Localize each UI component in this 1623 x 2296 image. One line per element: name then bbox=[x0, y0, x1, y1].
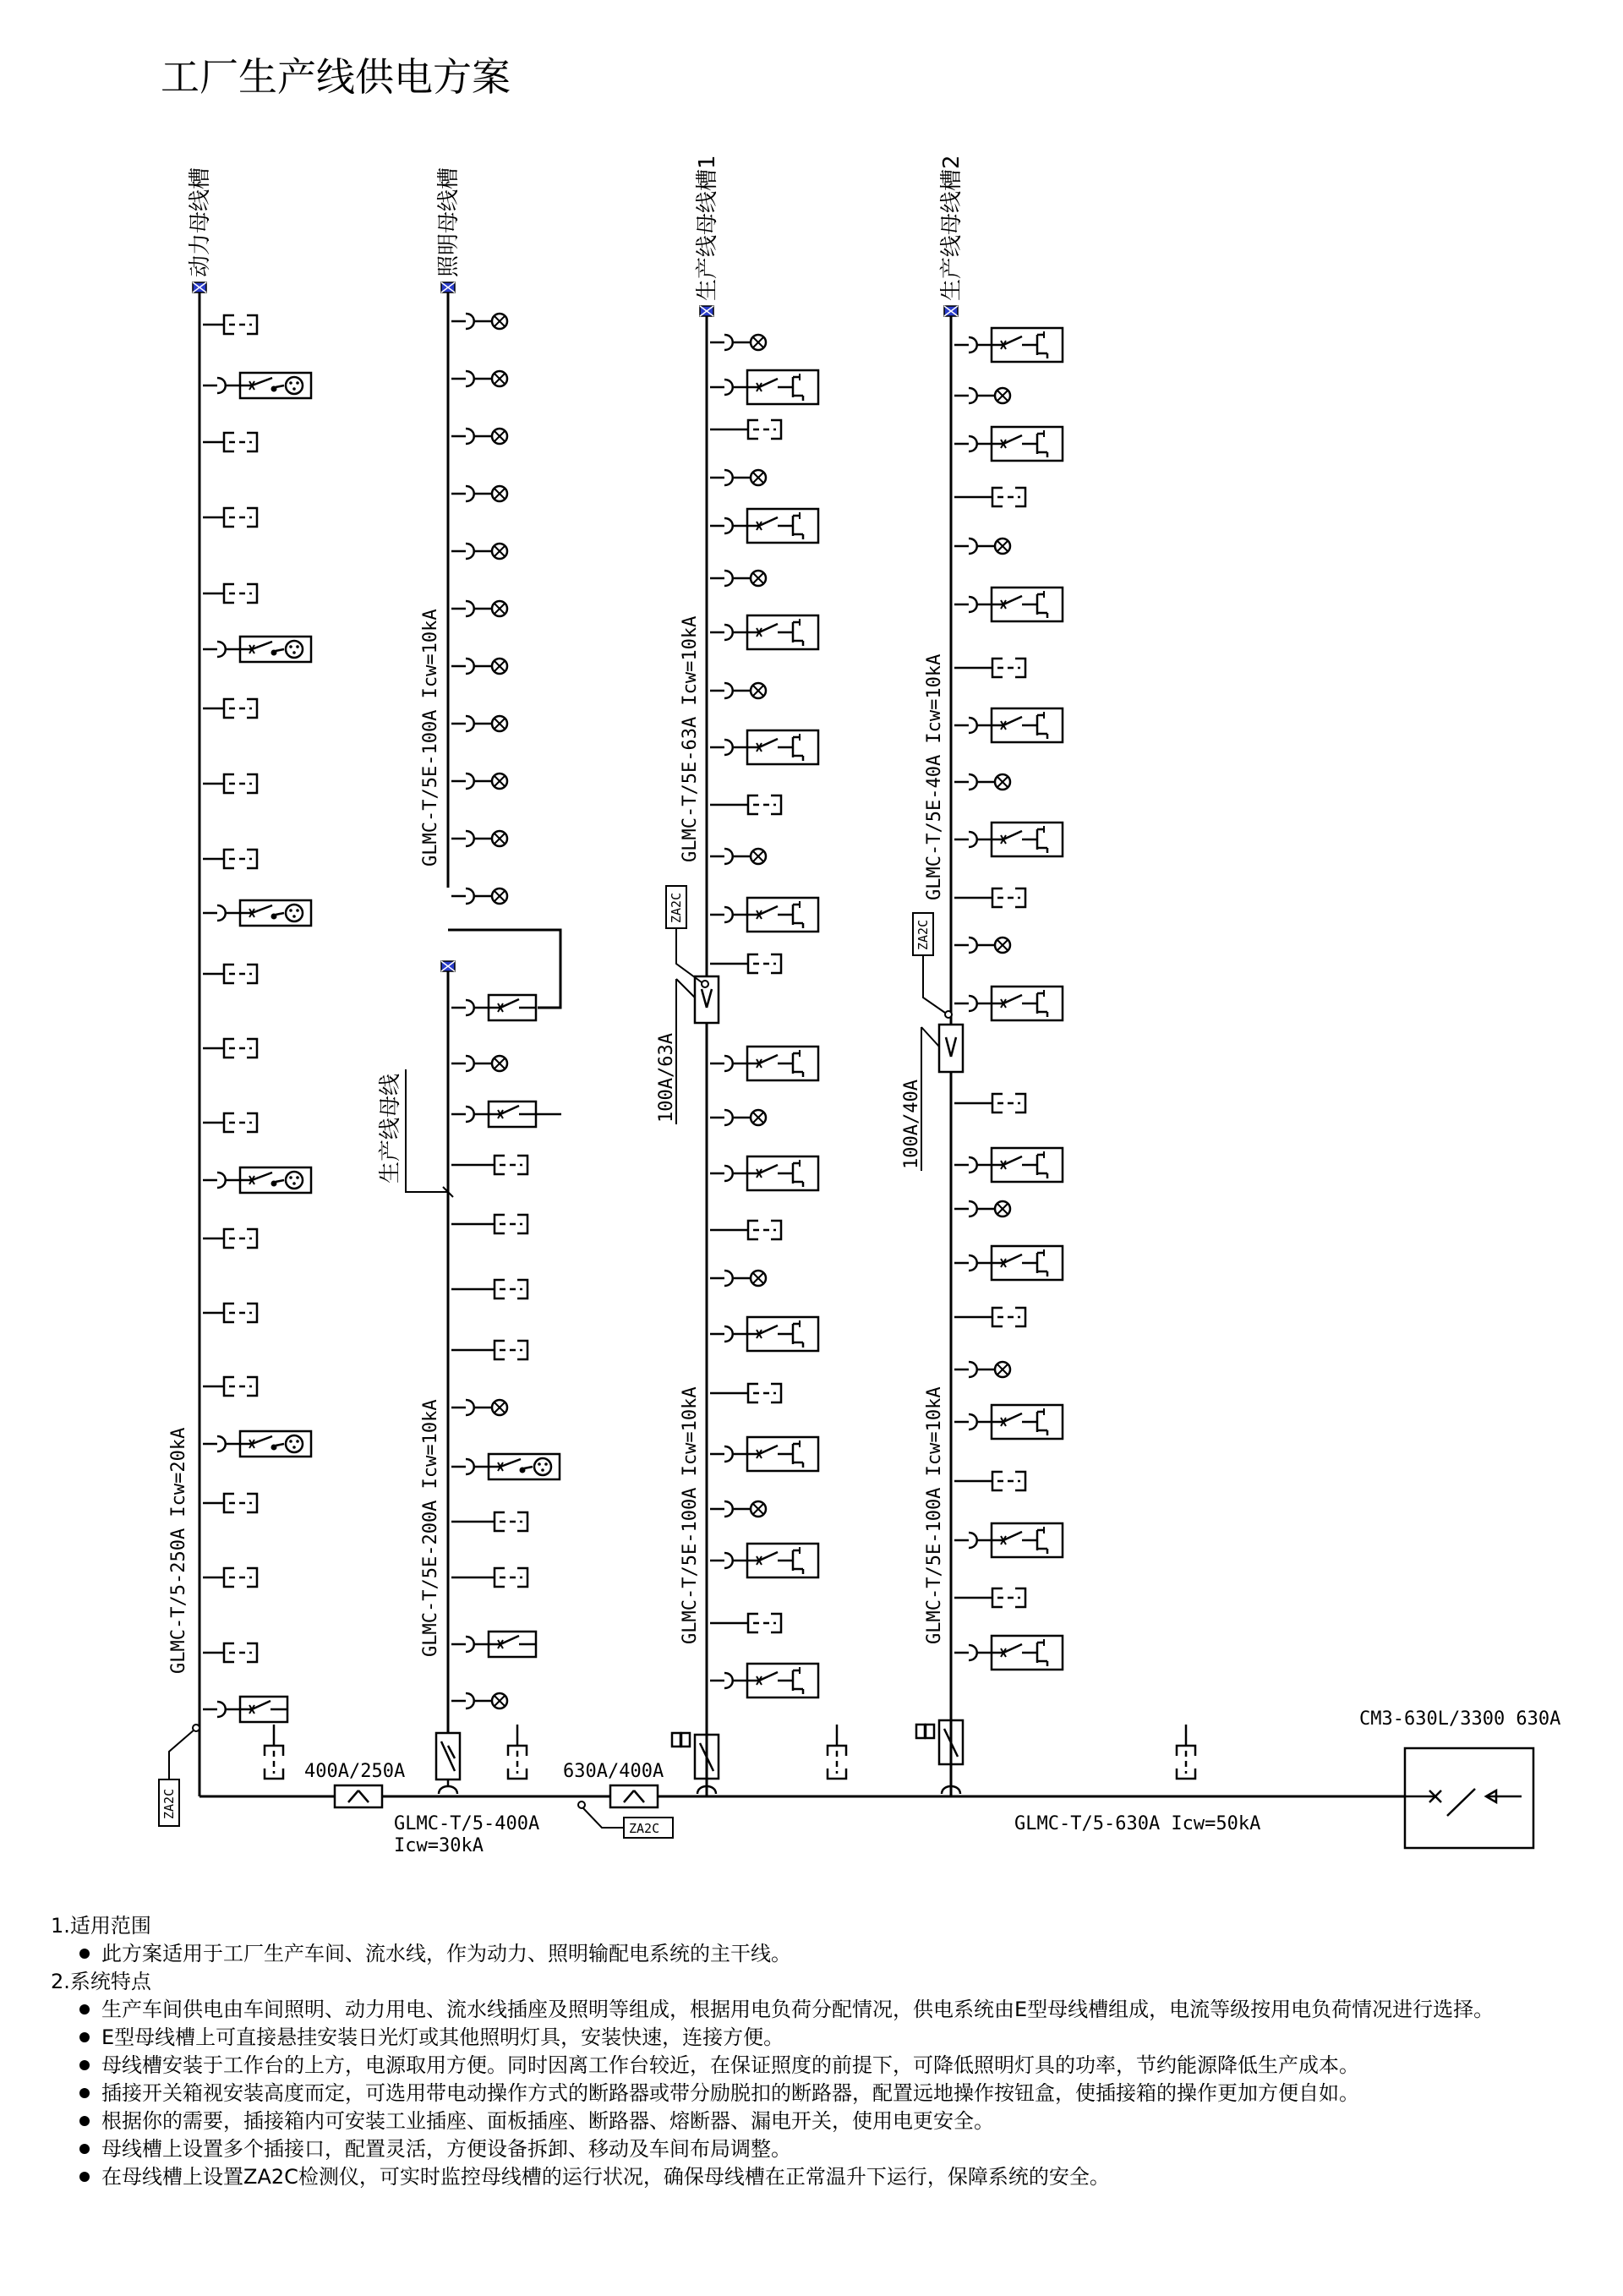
starter-box bbox=[954, 1148, 1063, 1182]
prod1-bus-taps bbox=[710, 335, 818, 1697]
notes-item: E型母线槽上可直接悬挂安装日光灯或其他照明灯具，安装快速，连接方便。 bbox=[51, 2024, 1581, 2052]
svg-text:ZA2C: ZA2C bbox=[669, 892, 684, 923]
starter-box bbox=[954, 1523, 1063, 1557]
lamp-tap bbox=[451, 831, 507, 846]
spare-tap bbox=[203, 1494, 257, 1512]
lamp-tap bbox=[451, 1693, 507, 1708]
starter-box bbox=[710, 730, 818, 764]
lamp-tap bbox=[954, 1201, 1010, 1216]
za2c-monitor-prod1 bbox=[666, 886, 708, 987]
lamp-tap bbox=[710, 1501, 766, 1517]
spare-tap bbox=[203, 1643, 257, 1662]
starter-box bbox=[954, 588, 1063, 621]
lamp-tap bbox=[451, 486, 507, 501]
notes-item: 母线槽安装于工作台的上方，电源取用方便。同时因离工作台较近，在保证照度的前提下，可降低照明灯具的功率，节约能源降低生产成本。 bbox=[51, 2052, 1581, 2080]
spare-tap bbox=[971, 659, 1025, 677]
spec-power-bus: GLMC-T/5-250A Icw=20kA bbox=[168, 1427, 189, 1674]
spare-tap bbox=[203, 315, 257, 334]
notes-heading-scope: 1.适用范围 bbox=[51, 1914, 151, 1938]
lamp-tap bbox=[451, 1056, 507, 1071]
spec-prod1-upper: GLMC-T/5E-63A Icw=10kA bbox=[680, 615, 701, 862]
starter-box bbox=[710, 1317, 818, 1351]
lamp-tap bbox=[954, 774, 1010, 790]
starter-box bbox=[954, 823, 1063, 856]
lamp-tap bbox=[954, 538, 1010, 554]
power-bus-taps bbox=[203, 315, 311, 1722]
za2c-monitor-prod2 bbox=[913, 913, 952, 1018]
spare-tap-vertical bbox=[1177, 1725, 1195, 1779]
za2c-monitor-power bbox=[159, 1725, 199, 1826]
main-reducer-1-label: 400A/250A bbox=[304, 1761, 406, 1782]
lamp-tap bbox=[451, 544, 507, 559]
lamp-tap bbox=[710, 571, 766, 586]
svg-text:生产线母线: 生产线母线 bbox=[378, 1073, 403, 1184]
prod2-bus-taps bbox=[954, 328, 1063, 1670]
lamp-tap bbox=[710, 335, 766, 350]
lamp-tap bbox=[710, 1271, 766, 1286]
socket-box bbox=[203, 900, 311, 926]
bullet-icon bbox=[79, 2172, 90, 2182]
lamp-tap bbox=[710, 849, 766, 864]
spare-tap bbox=[203, 584, 257, 603]
lamp-tap bbox=[954, 1362, 1010, 1377]
bullet-icon bbox=[79, 2116, 90, 2126]
bus-name-light: 照明母线槽 bbox=[436, 167, 462, 277]
spec-prod2-upper: GLMC-T/5E-40A Icw=10kA bbox=[924, 653, 945, 900]
spare-tap bbox=[473, 1512, 527, 1531]
notes-heading-features: 2.系统特点 bbox=[51, 1970, 151, 1993]
prod2-plugin-unit bbox=[916, 1720, 963, 1794]
starter-box bbox=[954, 1636, 1063, 1670]
incomer-model: CM3-630L/3300 630A bbox=[1359, 1708, 1561, 1730]
spare-tap bbox=[203, 433, 257, 451]
spare-tap bbox=[971, 1094, 1025, 1112]
lamp-tap bbox=[451, 774, 507, 789]
starter-box bbox=[954, 708, 1063, 742]
spec-light-upper: GLMC-T/5E-100A Icw=10kA bbox=[420, 609, 441, 866]
starter-box bbox=[710, 509, 818, 543]
notes-item: 母线槽上设置多个插接口，配置灵活，方便设备拆卸、移动及车间布局调整。 bbox=[51, 2135, 1581, 2163]
notes-item: 插接开关箱视安装高度而定，可选用带电动操作方式的断路器或带分励脱扣的断路器，配置远地操作按钮盒，使插接箱的操作更加方便自如。 bbox=[51, 2080, 1581, 2107]
end-cap-light-lower bbox=[441, 961, 455, 971]
spare-tap bbox=[203, 1039, 257, 1058]
socket-box bbox=[203, 637, 311, 662]
bus-name-prod1: 生产线母线槽1 bbox=[695, 155, 720, 301]
spec-prod1-lower: GLMC-T/5E-100A Icw=10kA bbox=[680, 1386, 701, 1644]
lamp-tap bbox=[710, 683, 766, 698]
incomer-breaker bbox=[1405, 1748, 1533, 1848]
spare-tap bbox=[473, 1215, 527, 1233]
socket-box bbox=[203, 1167, 311, 1193]
spare-tap bbox=[727, 954, 781, 973]
spec-light-lower: GLMC-T/5E-200A Icw=10kA bbox=[420, 1399, 441, 1657]
lamp-tap bbox=[451, 888, 507, 904]
breaker-box bbox=[451, 995, 536, 1020]
bullet-icon bbox=[79, 1949, 90, 1959]
spare-tap bbox=[203, 1113, 257, 1132]
spare-tap bbox=[203, 774, 257, 793]
socket-box bbox=[203, 373, 311, 398]
spare-tap bbox=[971, 1308, 1025, 1326]
starter-box bbox=[954, 328, 1063, 362]
starter-box bbox=[710, 370, 818, 404]
end-cap-prod1 bbox=[700, 306, 713, 316]
main-reducer-2-label: 630A/400A bbox=[563, 1761, 664, 1782]
breaker-box bbox=[451, 1632, 536, 1657]
svg-text:ZA2C: ZA2C bbox=[629, 1821, 660, 1836]
spare-tap bbox=[203, 1568, 257, 1587]
starter-box bbox=[710, 615, 818, 649]
bullet-icon bbox=[79, 2088, 90, 2098]
end-cap-prod2 bbox=[944, 306, 958, 316]
svg-text:100A/40A: 100A/40A bbox=[901, 1080, 922, 1169]
main-bus-spec-left-1: GLMC-T/5-400A bbox=[394, 1813, 540, 1834]
spare-tap bbox=[203, 1229, 257, 1248]
bus-name-power: 动力母线槽 bbox=[188, 167, 213, 277]
spare-tap bbox=[473, 1568, 527, 1587]
starter-box bbox=[954, 1246, 1063, 1280]
lamp-tap bbox=[710, 1110, 766, 1125]
lamp-tap bbox=[451, 716, 507, 731]
light-bus-upper-taps bbox=[451, 314, 507, 904]
end-cap-light bbox=[441, 282, 455, 292]
main-bus-spec-right: GLMC-T/5-630A Icw=50kA bbox=[1014, 1813, 1261, 1834]
spec-prod2-lower: GLMC-T/5E-100A Icw=10kA bbox=[924, 1386, 945, 1644]
spare-tap bbox=[203, 1377, 257, 1396]
lamp-tap bbox=[451, 371, 507, 386]
notes-item: 在母线槽上设置ZA2C检测仪，可实时监控母线槽的运行状况，确保母线槽在正常温升下运行，保障系统的安全。 bbox=[51, 2163, 1581, 2191]
prod1-rating bbox=[656, 979, 695, 1124]
lamp-tap bbox=[710, 470, 766, 485]
breaker-box bbox=[203, 1697, 287, 1722]
prod2-reducer bbox=[939, 1025, 963, 1072]
bullet-icon bbox=[79, 2004, 90, 2014]
lamp-tap bbox=[451, 659, 507, 674]
main-reducer-2 bbox=[610, 1785, 658, 1807]
spare-tap bbox=[203, 850, 257, 868]
spare-tap bbox=[727, 420, 781, 439]
lamp-tap bbox=[451, 1400, 507, 1415]
svg-text:100A/63A: 100A/63A bbox=[656, 1033, 677, 1123]
starter-box bbox=[710, 1544, 818, 1577]
spare-tap bbox=[203, 965, 257, 983]
bus-name-prod2: 生产线母线槽2 bbox=[939, 155, 965, 301]
spare-tap bbox=[727, 1221, 781, 1239]
notes-item: 此方案适用于工厂生产车间、流水线，作为动力、照明输配电系统的主干线。 bbox=[51, 1940, 1581, 1968]
starter-box bbox=[954, 1405, 1063, 1439]
starter-box bbox=[710, 1664, 818, 1697]
lamp-tap bbox=[954, 938, 1010, 953]
prod1-plugin-unit bbox=[672, 1733, 719, 1794]
starter-box bbox=[710, 1047, 818, 1080]
bullet-icon bbox=[79, 2060, 90, 2070]
notes-section bbox=[51, 1912, 1581, 2191]
spare-tap-vertical bbox=[265, 1725, 283, 1779]
spare-tap bbox=[473, 1156, 527, 1174]
main-reducer-1 bbox=[335, 1785, 382, 1807]
lamp-tap bbox=[451, 314, 507, 329]
starter-box bbox=[954, 427, 1063, 461]
svg-text:ZA2C: ZA2C bbox=[161, 1788, 177, 1819]
spare-tap bbox=[727, 795, 781, 814]
spare-tap bbox=[203, 508, 257, 527]
light-feeder-label bbox=[378, 1069, 453, 1197]
spare-tap bbox=[203, 699, 257, 718]
bullet-icon bbox=[79, 2144, 90, 2154]
lamp-tap bbox=[451, 601, 507, 616]
end-cap-power bbox=[193, 282, 206, 292]
breaker-box bbox=[451, 1102, 536, 1127]
starter-box bbox=[710, 1437, 818, 1471]
lamp-tap bbox=[954, 388, 1010, 403]
notes-item: 根据你的需要，插接箱内可安装工业插座、面板插座、断路器、熔断器、漏电开关，使用电更安全。 bbox=[51, 2107, 1581, 2135]
starter-box bbox=[954, 987, 1063, 1020]
prod2-rating bbox=[901, 1027, 939, 1171]
socket-box bbox=[203, 1431, 311, 1457]
lamp-tap bbox=[451, 429, 507, 444]
spare-tap bbox=[727, 1614, 781, 1632]
spare-tap bbox=[203, 1304, 257, 1322]
spare-tap bbox=[971, 488, 1025, 506]
spare-tap bbox=[971, 888, 1025, 907]
notes-item: 生产车间供电由车间照明、动力用电、流水线插座及照明等组成，根据用电负荷分配情况，供电系统由E型母线槽组成，电流等级按用电负荷情况进行选择。 bbox=[51, 1996, 1581, 2024]
socket-box bbox=[451, 1454, 560, 1479]
spare-tap bbox=[971, 1472, 1025, 1490]
starter-box bbox=[710, 898, 818, 932]
spare-tap bbox=[727, 1384, 781, 1402]
spare-tap bbox=[971, 1588, 1025, 1607]
spare-tap bbox=[473, 1280, 527, 1298]
page-title: 工厂生产线供电方案 bbox=[161, 54, 511, 100]
svg-text:ZA2C: ZA2C bbox=[915, 919, 931, 950]
spare-tap-vertical bbox=[508, 1725, 527, 1779]
main-bus-spec-left-2: Icw=30kA bbox=[394, 1835, 484, 1856]
light-bus-plugin-unit bbox=[436, 1733, 460, 1794]
bullet-icon bbox=[79, 2032, 90, 2042]
spare-tap-vertical bbox=[828, 1725, 846, 1779]
light-bus-lower-taps bbox=[451, 995, 561, 1708]
starter-box bbox=[710, 1156, 818, 1190]
spare-tap bbox=[473, 1341, 527, 1359]
